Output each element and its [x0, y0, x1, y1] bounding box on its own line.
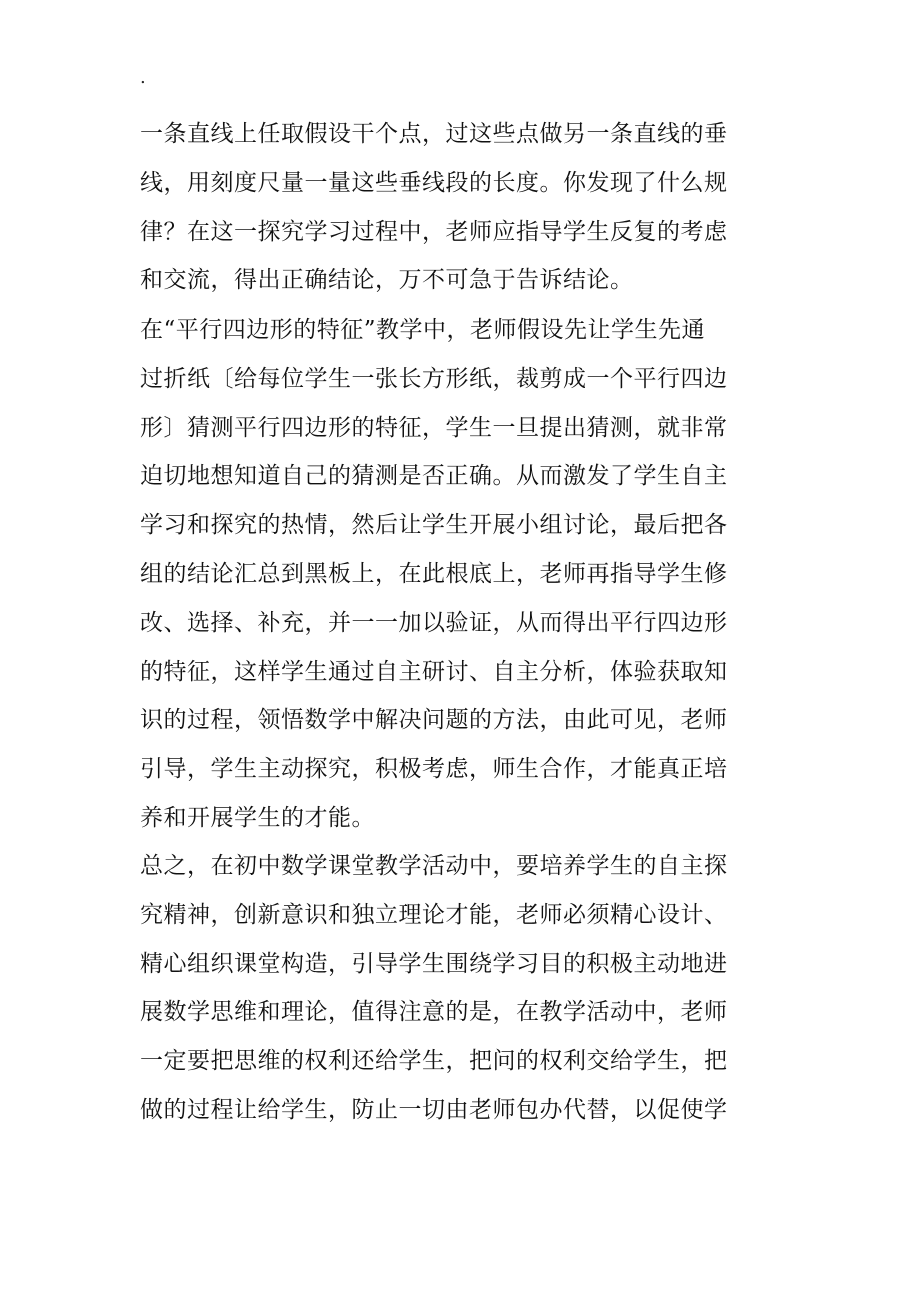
paragraph-summary: 总之，在初中数学课堂教学活动中，要培养学生的自主探 究精神，创新意识和独立理论才能，老师必须精心设计、 精心组织课堂构造，引导学生围绕学习目的积极主动地进 展数学思维和理论，值得注意的是，在教学活动中，老师 一定要把思维的权利还给学生，把问的权利交给学生，把 做的过程让给学生，防止一切由老师包办代替，以促使学	[140, 853, 728, 1123]
paragraph-perpendicular-lines: 一条直线上任取假设干个点，过这些点做另一条直线的垂 线，用刻度尺量一量这些垂线段的长度。你发现了什么规 律？在这一探究学习过程中，老师应指导学生反复的考虑 和交流，得出正确结论，万不可急于告诉结论。	[140, 121, 728, 294]
header-mark: .	[140, 67, 146, 88]
paragraph-parallelogram-features: 在“平行四边形的特征”教学中，老师假设先让学生先通 过折纸〔给每位学生一张长方形纸，裁剪成一个平行四边 形〕猜测平行四边形的特征，学生一旦提出猜测，就非常 迫切地想知道自己的猜测是否正确。从而激发了学生自主 学习和探究的热情，然后让学生开展小组讨论，最后把各 组的结论汇总到黑板上，在此根底上，老师再指导学生修 改、选择、补充，并一一加以验证，从而得出平行四边形 的特征，这样学生通过自主研讨、自主分析，体验获取知 识的过程，领悟数学中解决问题的方法，由此可见，老师 引导，学生主动探究，积极考虑，师生合作，才能真正培 养和开展学生的才能。	[140, 317, 728, 831]
